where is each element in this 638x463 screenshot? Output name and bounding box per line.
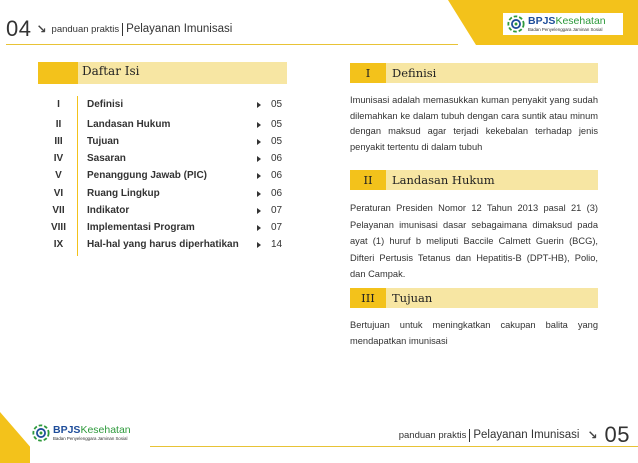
toc-item-label: Hal-hal yang harus diperhatikan (87, 239, 239, 250)
bullet-triangle-icon (257, 208, 261, 214)
footer-corner-decoration (0, 412, 30, 463)
toc-item-label: Ruang Lingkup (87, 188, 160, 199)
section-title: Tujuan (392, 291, 433, 305)
toc-item-page: 06 (271, 188, 283, 199)
bpjs-logo-footer (32, 422, 152, 444)
logo-subtitle: Badan Penyelenggara Jaminan Sosial (528, 26, 603, 32)
toc-item-number: VII (52, 205, 65, 216)
toc-item-label: Sasaran (87, 153, 126, 164)
page-footer (399, 421, 630, 449)
section-body-tujuan: Bertujuan untuk meningkatkan cakupan balita yang mendapatkan imunisasi (350, 320, 598, 346)
toc-item-page: 06 (271, 153, 283, 164)
bullet-triangle-icon (257, 225, 261, 231)
bpjs-emblem-icon (32, 424, 50, 442)
bullet-triangle-icon (257, 122, 261, 128)
toc-item-page: 07 (271, 222, 283, 233)
logo-brand: BPJSKesehatan (53, 424, 131, 437)
toc-item-label: Penanggung Jawab (PIC) (87, 170, 208, 181)
toc-item[interactable] (40, 167, 290, 184)
bpjs-logo-header (503, 13, 623, 35)
toc-item[interactable] (40, 116, 290, 133)
toc-item[interactable] (40, 96, 290, 113)
toc-item-page: 14 (271, 239, 283, 250)
bullet-triangle-icon (257, 139, 261, 145)
bullet-triangle-icon (257, 242, 261, 248)
bullet-triangle-icon (257, 102, 261, 108)
logo-subtitle: Badan Penyelenggara Jaminan Sosial (53, 435, 128, 441)
bullet-triangle-icon (257, 156, 261, 162)
toc-item-label: Definisi (87, 99, 124, 110)
toc-heading-accent (38, 62, 78, 84)
toc-item-number: VIII (50, 222, 66, 233)
section-number: II (363, 173, 373, 187)
section-body-landasan-hukum: Peraturan Presiden Nomor 12 Tahun 2013 pasal 21 (3) Pelayanan imunisasi dasar sebagaimana dimaksud pada ayat (1) huruf b meliputi Baccile Calmett Guerin (BCG), Difteri Pertusis Tetanus dan Hepatitis-B (DPT-HB), Polio, dan Campak. (350, 203, 598, 279)
toc-heading-bar (38, 62, 287, 84)
toc-item-number: IX (53, 239, 64, 250)
section-number: III (361, 291, 375, 305)
section-body-definisi: Imunisasi adalah memasukkan kuman penyakit yang sudah dilemahkan ke dalam tubuh dengan cara suntik atau minum dengan maksud agar terjadi kekebalan terhadap jenis penyakit tertentu di dalam tubuh (350, 95, 598, 152)
logo-brand: BPJSKesehatan (528, 15, 606, 28)
document-title: Pelayanan Imunisasi (126, 23, 233, 35)
guide-label: panduan praktis (398, 429, 467, 441)
guide-label: panduan praktis (51, 23, 120, 35)
toc-item-page: 05 (271, 119, 283, 130)
header-rule (6, 44, 458, 45)
toc-item-label: Tujuan (87, 136, 120, 147)
toc-title: Daftar Isi (82, 64, 140, 78)
arrow-down-right-icon: ↘ (587, 428, 598, 442)
toc-item-page: 05 (271, 99, 283, 110)
toc-item[interactable] (40, 236, 290, 253)
toc-item-number: II (55, 119, 62, 130)
toc-item-page: 06 (271, 170, 283, 181)
toc-item[interactable] (40, 185, 290, 202)
toc-item[interactable] (40, 219, 290, 236)
toc-item-label: Implementasi Program (87, 222, 195, 233)
toc-item-number: I (57, 99, 60, 110)
toc-item-page: 05 (271, 136, 283, 147)
footer-separator (469, 429, 470, 442)
toc-item-number: III (54, 136, 63, 147)
toc-item-number: IV (53, 153, 64, 164)
bpjs-emblem-icon (507, 15, 525, 33)
toc-item-label: Indikator (87, 205, 130, 216)
section-heading-landasan-hukum (350, 170, 598, 190)
toc-item[interactable] (40, 150, 290, 167)
section-title: Landasan Hukum (392, 173, 495, 187)
page-number: 05 (604, 422, 630, 447)
section-heading-tujuan (350, 288, 598, 308)
page-header (6, 14, 232, 44)
toc-item[interactable] (40, 202, 290, 219)
toc-item-number: VI (53, 188, 64, 199)
toc-item-label: Landasan Hukum (87, 119, 171, 130)
toc-item-page: 07 (271, 205, 283, 216)
arrow-down-right-icon: ↘ (36, 22, 47, 36)
section-title: Definisi (392, 66, 437, 80)
section-heading-definisi (350, 63, 598, 83)
bullet-triangle-icon (257, 191, 261, 197)
page-number: 04 (6, 16, 32, 41)
section-number: I (365, 66, 371, 80)
toc-item[interactable] (40, 133, 290, 150)
document-title: Pelayanan Imunisasi (473, 429, 580, 441)
header-separator (122, 23, 123, 36)
bullet-triangle-icon (257, 173, 261, 179)
toc-item-number: V (55, 170, 62, 181)
